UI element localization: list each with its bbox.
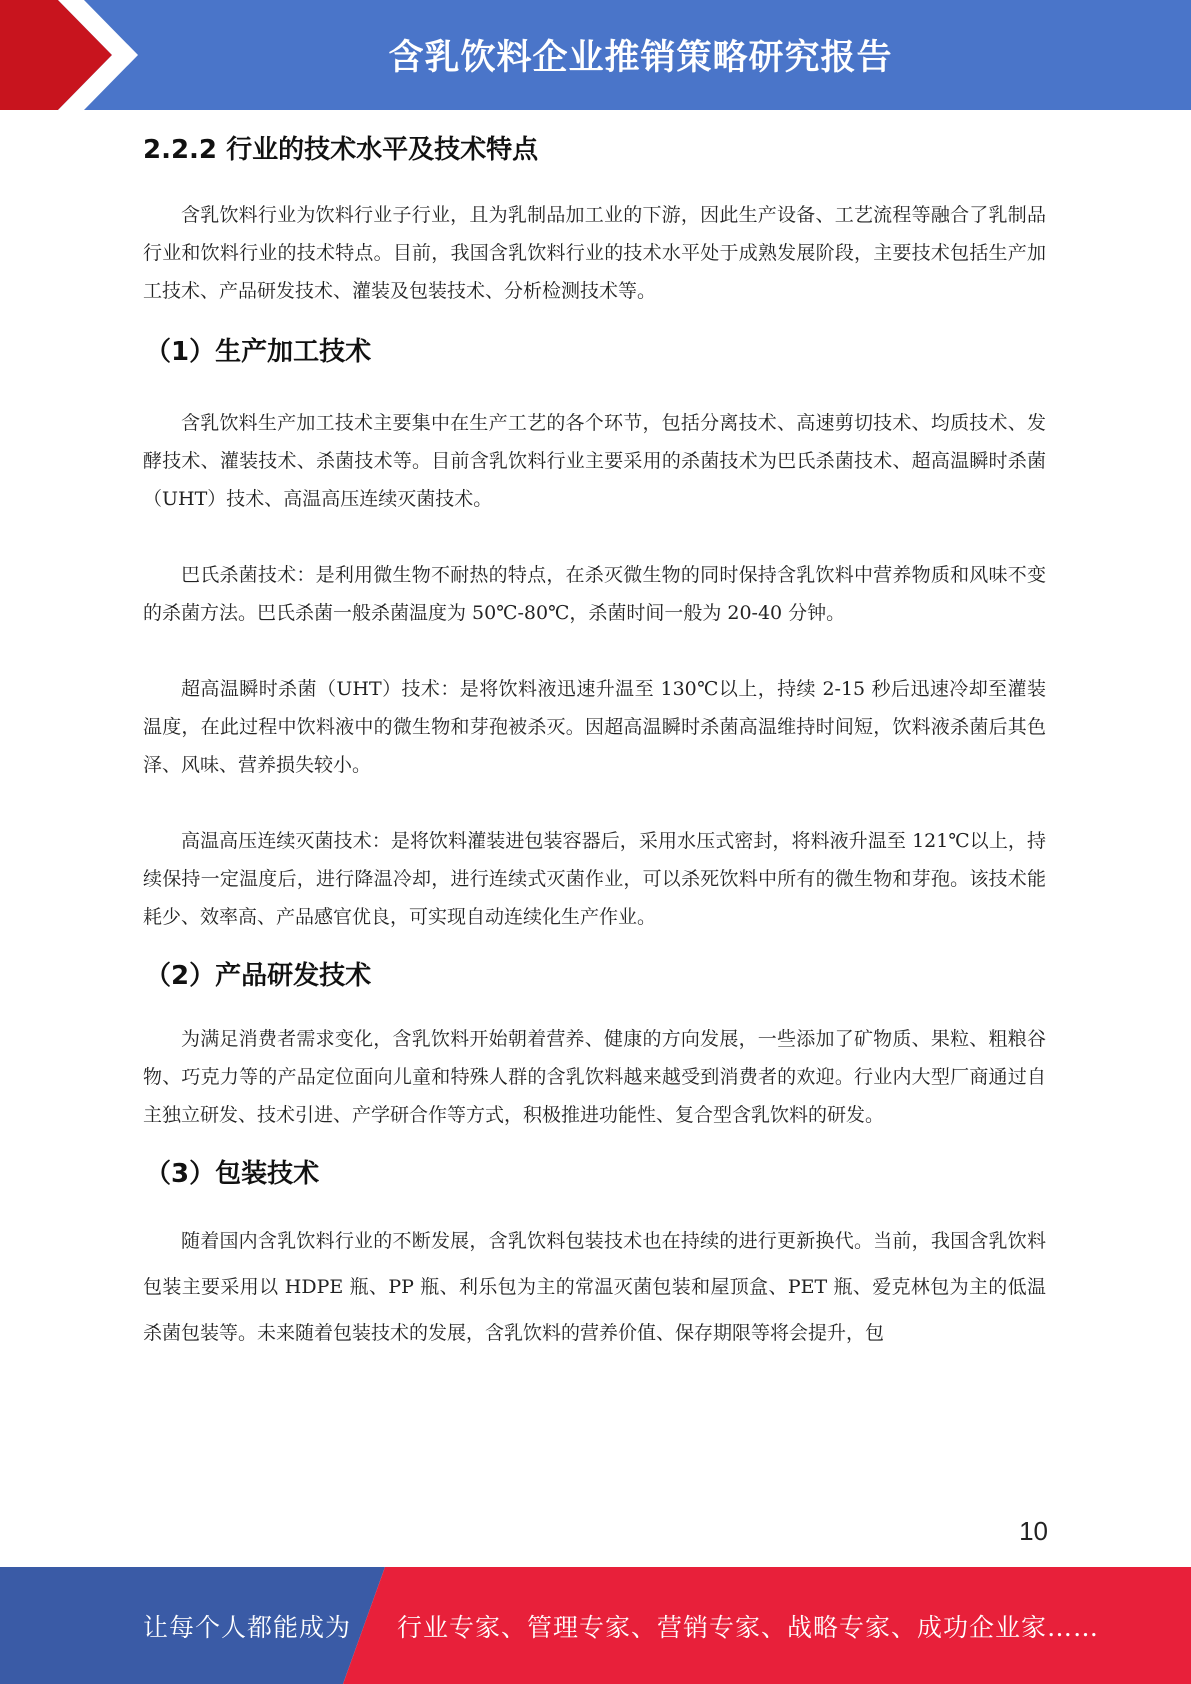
uht-paragraph: 超高温瞬时杀菌（UHT）技术：是将饮料液迅速升温至 130℃以上，持续 2-15 秒后迅速冷却至灌装温度，在此过程中饮料液中的微生物和芽孢被杀灭。因超高温瞬时杀菌高温维持时间短，饮料液杀菌后其色泽、风味、营养损失较小。 [143,678,1046,776]
report-title: 含乳饮料企业推销策略研究报告 [388,38,893,78]
section-heading: 2.2.2 行业的技术水平及技术特点 [143,135,539,165]
subheading-rnd: （2）产品研发技术 [145,961,372,991]
document-body [143,118,1046,1356]
packaging-paragraph: 随着国内含乳饮料行业的不断发展，含乳饮料包装技术也在持续的进行更新换代。当前，我国含乳饮料包装主要采用以 HDPE 瓶、PP 瓶、利乐包为主的常温灭菌包装和屋顶盒、PET 瓶、爱克林包为主的低温杀菌包装等。未来随着包装技术的发展，含乳饮料的营养价值、保存期限等将会提升，包 [143,1230,1046,1344]
page-header [0,0,1191,110]
subheading-production: （1）生产加工技术 [145,337,372,367]
high-temp-sterilization-paragraph: 高温高压连续灭菌技术：是将饮料灌装进包装容器后，采用水压式密封，将料液升温至 121℃以上，持续保持一定温度后，进行降温冷却，进行连续式灭菌作业，可以杀死饮料中所有的微生物和芽孢。该技术能耗少、效率高、产品感官优良，可实现自动连续化生产作业。 [143,830,1046,928]
page-footer [0,1567,1191,1684]
section-intro-paragraph: 含乳饮料行业为饮料行业子行业，且为乳制品加工业的下游，因此生产设备、工艺流程等融合了乳制品行业和饮料行业的技术特点。目前，我国含乳饮料行业的技术水平处于成熟发展阶段，主要技术包括生产加工技术、产品研发技术、灌装及包装技术、分析检测技术等。 [143,204,1046,302]
pasteurization-paragraph: 巴氏杀菌技术：是利用微生物不耐热的特点，在杀灭微生物的同时保持含乳饮料中营养物质和风味不变的杀菌方法。巴氏杀菌一般杀菌温度为 50℃-80℃，杀菌时间一般为 20-40 分钟。 [143,564,1046,624]
footer-slogan-right: 行业专家、管理专家、营销专家、战略专家、成功企业家…… [397,1612,1100,1642]
page-number: 10 [1019,1516,1048,1546]
production-paragraph: 含乳饮料生产加工技术主要集中在生产工艺的各个环节，包括分离技术、高速剪切技术、均质技术、发酵技术、灌装技术、杀菌技术等。目前含乳饮料行业主要采用的杀菌技术为巴氏杀菌技术、超高温瞬时杀菌（UHT）技术、高温高压连续灭菌技术。 [143,412,1046,510]
rnd-paragraph: 为满足消费者需求变化，含乳饮料开始朝着营养、健康的方向发展，一些添加了矿物质、果粒、粗粮谷物、巧克力等的产品定位面向儿童和特殊人群的含乳饮料越来越受到消费者的欢迎。行业内大型厂商通过自主独立研发、技术引进、产学研合作等方式，积极推进功能性、复合型含乳饮料的研发。 [143,1028,1046,1126]
subheading-packaging: （3）包装技术 [145,1159,320,1189]
footer-slogan-left: 让每个人都能成为 [143,1612,352,1642]
header-arrow-decoration [0,0,160,110]
